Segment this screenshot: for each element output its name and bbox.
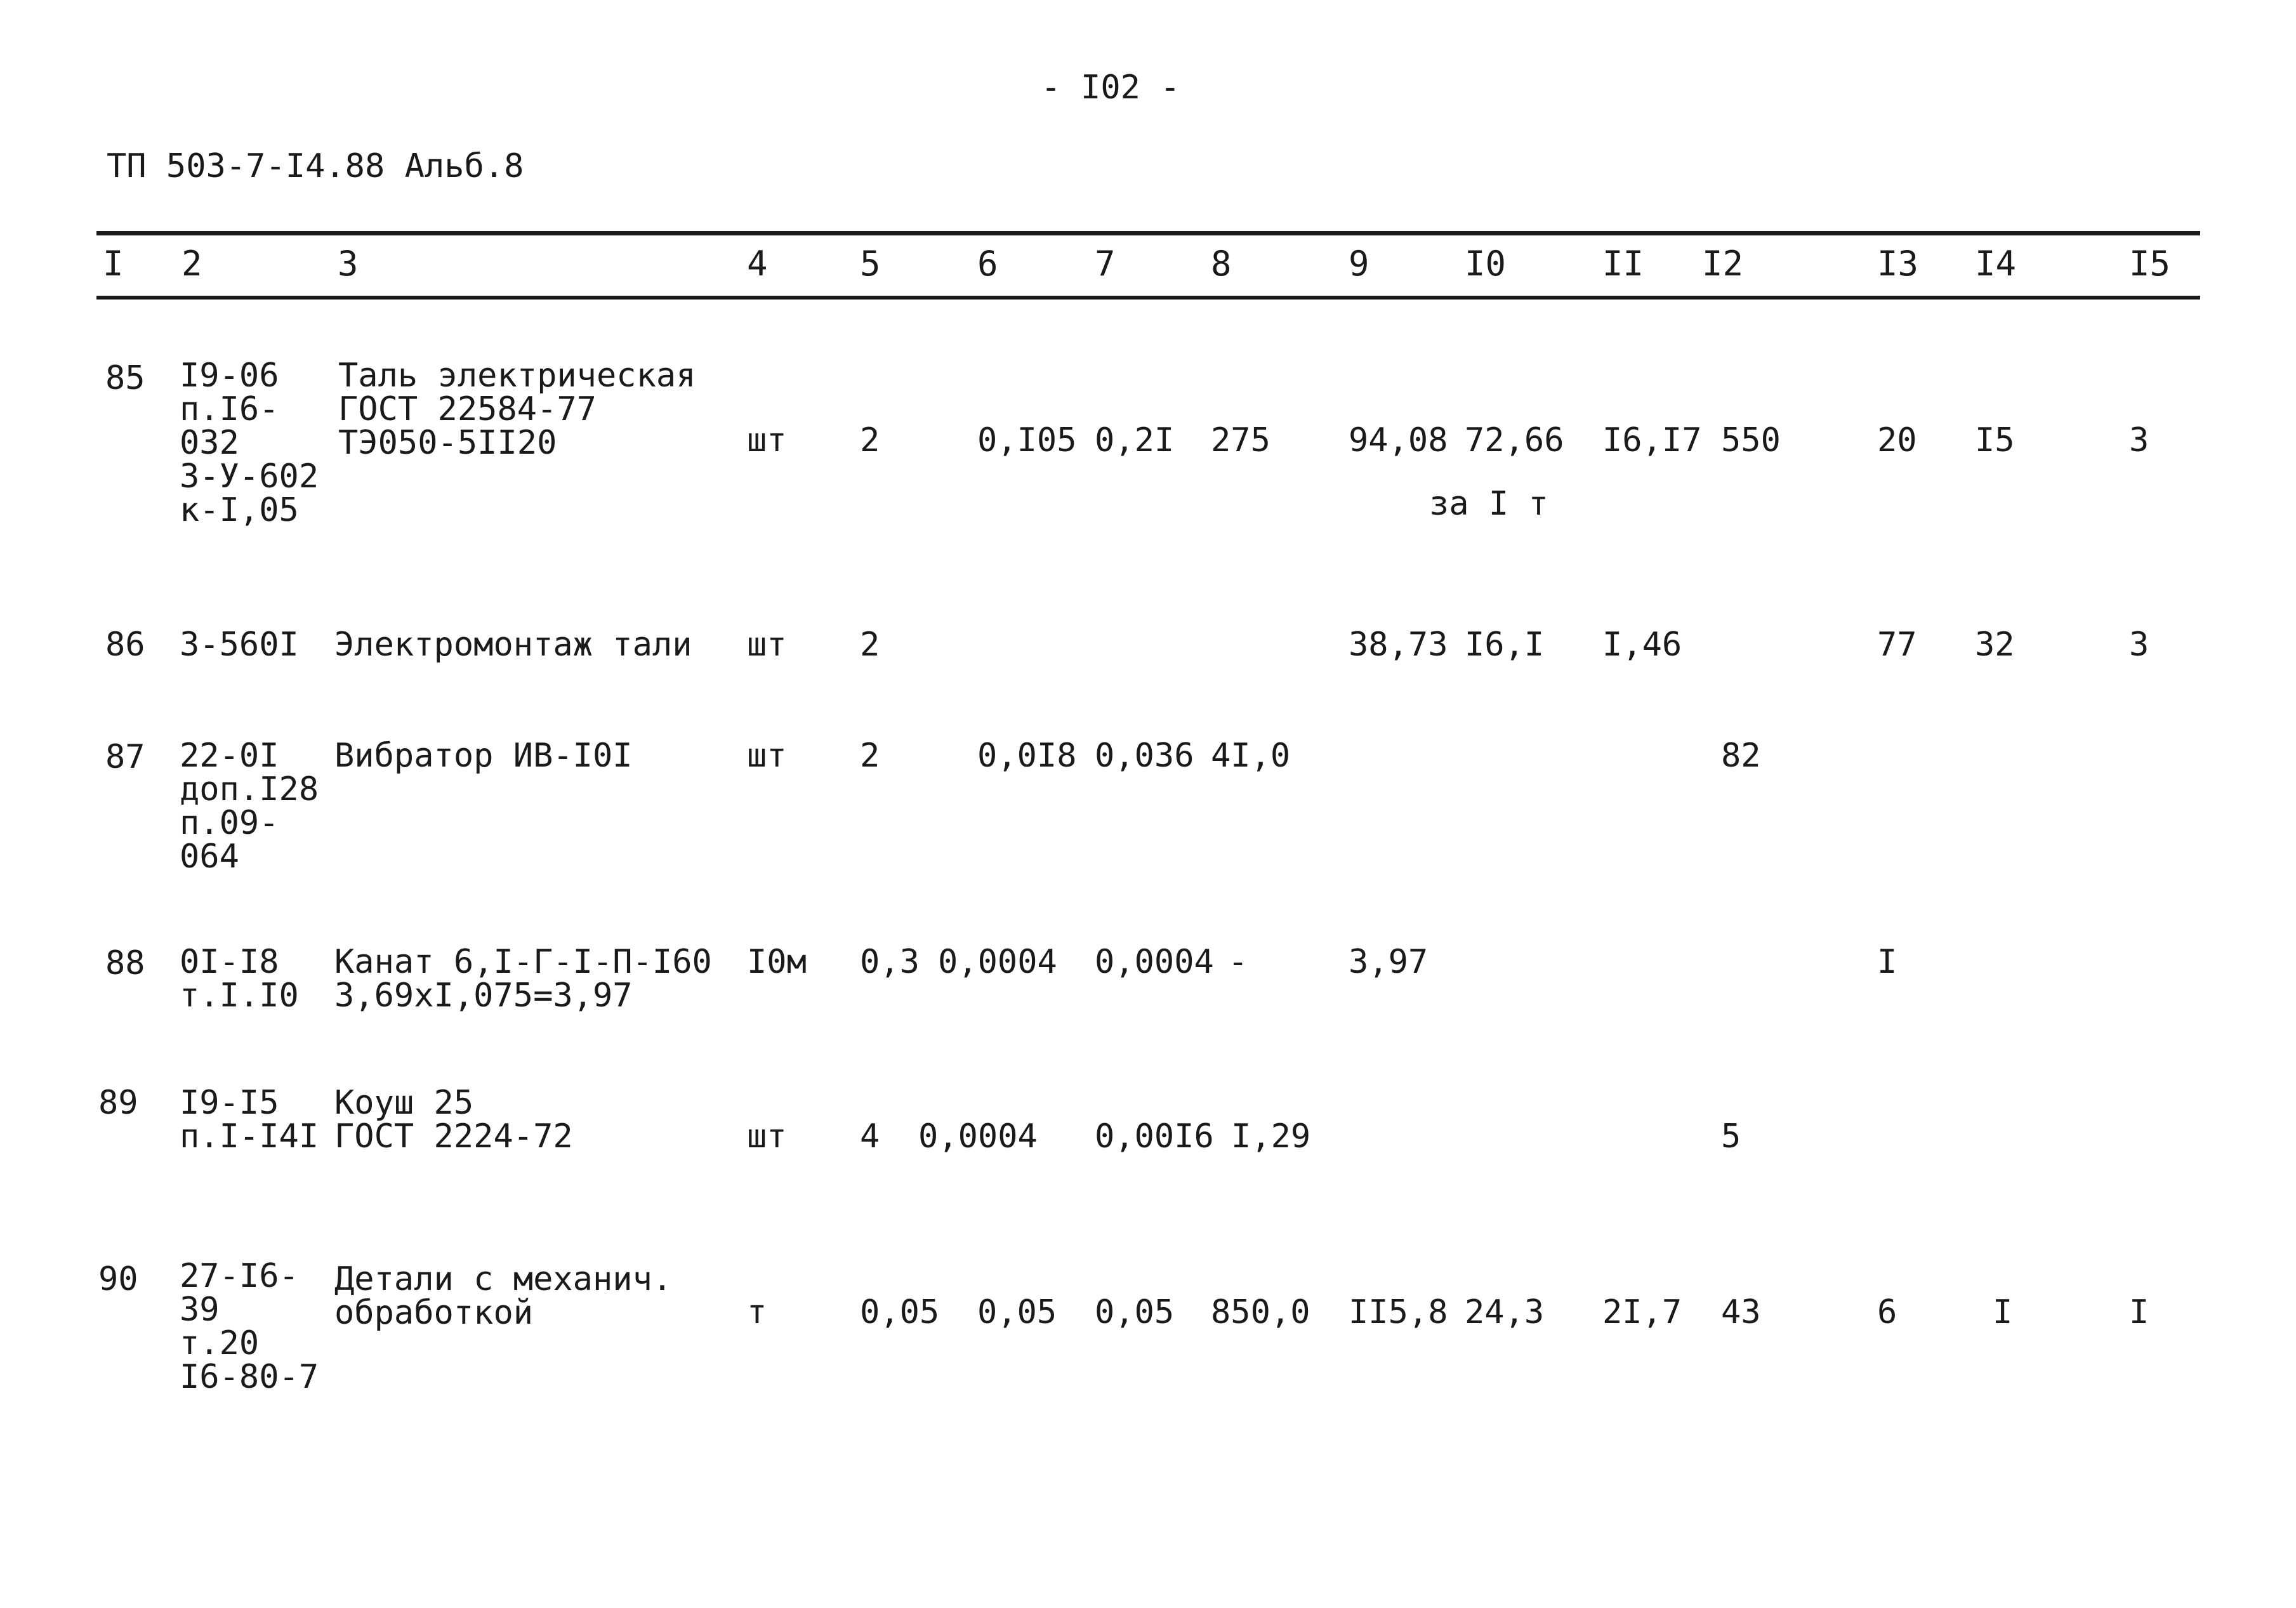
- col5-value: 2: [860, 626, 880, 664]
- col5-value: 2: [860, 421, 880, 459]
- unit: шт: [747, 421, 787, 459]
- unit: шт: [747, 626, 787, 664]
- col9-value: 94,08: [1349, 421, 1448, 459]
- unit-note: за I т: [1429, 485, 1548, 523]
- col8-value: I,29: [1231, 1117, 1311, 1156]
- column-header-6: 6: [977, 244, 998, 284]
- row-number: 87: [105, 738, 145, 776]
- column-header-3: 3: [338, 244, 359, 284]
- col5-value: 4: [860, 1117, 880, 1156]
- item-name: Таль электрическая ГОСТ 22584-77 ТЭ050-5II20: [338, 357, 696, 463]
- row-number: 85: [105, 359, 145, 397]
- col8-value: -: [1228, 943, 1248, 981]
- column-header-7: 7: [1095, 244, 1116, 284]
- col13-value: 6: [1877, 1293, 1897, 1331]
- col6-value: 0,I05: [977, 421, 1077, 459]
- item-name: Детали с механич. обработкой: [334, 1260, 673, 1333]
- col11-value: I,46: [1602, 626, 1682, 664]
- column-header-4: 4: [747, 244, 768, 284]
- column-header-12: I2: [1702, 244, 1744, 284]
- col10-value: 72,66: [1465, 421, 1564, 459]
- item-name: Вибратор ИВ-I0I: [334, 737, 633, 775]
- col11-value: 2I,7: [1602, 1293, 1682, 1331]
- col13-value: I: [1877, 943, 1897, 981]
- column-header-11: II: [1602, 244, 1644, 284]
- col15-value: I: [2129, 1293, 2149, 1331]
- col14-value: 32: [1975, 626, 2015, 664]
- col15-value: 3: [2129, 421, 2149, 459]
- col5-value: 2: [860, 737, 880, 775]
- col14-value: I: [1993, 1293, 2013, 1331]
- col12-value: 43: [1721, 1293, 1761, 1331]
- column-header-9: 9: [1349, 244, 1369, 284]
- norm-code: 22-0I доп.I28 п.09- 064: [180, 737, 319, 876]
- column-header-10: I0: [1465, 244, 1507, 284]
- table-top-rule: [96, 231, 2200, 235]
- unit: шт: [747, 1117, 787, 1156]
- col5-value: 0,05: [860, 1293, 940, 1331]
- unit: т: [747, 1293, 767, 1331]
- col7-value: 0,05: [1095, 1293, 1175, 1331]
- col12-value: 82: [1721, 737, 1761, 775]
- table-header-rule: [96, 296, 2200, 300]
- column-header-14: I4: [1975, 244, 2017, 284]
- col8-value: 4I,0: [1211, 737, 1291, 775]
- column-header-1: I: [103, 244, 124, 284]
- row-number: 89: [98, 1084, 138, 1122]
- col7-value: 0,2I: [1095, 421, 1175, 459]
- column-header-13: I3: [1877, 244, 1919, 284]
- col12-value: 550: [1721, 421, 1781, 459]
- col6-value: 0,0004: [938, 943, 1057, 981]
- item-name: Коуш 25 ГОСТ 2224-72: [334, 1084, 573, 1156]
- col14-value: I5: [1975, 421, 2015, 459]
- item-name: Канат 6,I-Г-I-П-I60 3,69хI,075=3,97: [334, 943, 712, 1015]
- row-number: 86: [105, 626, 145, 664]
- col6-value: 0,05: [977, 1293, 1057, 1331]
- row-number: 88: [105, 944, 145, 982]
- column-header-2: 2: [181, 244, 202, 284]
- col5-value: 0,3: [860, 943, 920, 981]
- col7-value: 0,036: [1095, 737, 1194, 775]
- unit: I0м: [747, 943, 807, 981]
- col10-value: 24,3: [1465, 1293, 1545, 1331]
- col10-value: I6,I: [1465, 626, 1545, 664]
- column-header-15: I5: [2129, 244, 2171, 284]
- item-name: Электромонтаж тали: [334, 626, 692, 664]
- document-code: ТП 503-7-I4.88 Альб.8: [107, 147, 524, 185]
- norm-code: 3-560I: [180, 626, 299, 664]
- col12-value: 5: [1721, 1117, 1741, 1156]
- col9-value: II5,8: [1349, 1293, 1448, 1331]
- col13-value: 77: [1877, 626, 1917, 664]
- norm-code: 0I-I8 т.I.I0: [180, 943, 299, 1015]
- norm-code: 27-I6- 39 т.20 I6-80-7: [180, 1257, 319, 1397]
- page-number: - I02 -: [1041, 69, 1180, 107]
- col6-value: 0,0004: [918, 1117, 1038, 1156]
- col11-value: I6,I7: [1602, 421, 1702, 459]
- column-header-8: 8: [1211, 244, 1232, 284]
- col7-value: 0,0004: [1095, 943, 1214, 981]
- column-header-5: 5: [860, 244, 881, 284]
- col15-value: 3: [2129, 626, 2149, 664]
- col8-value: 275: [1211, 421, 1270, 459]
- norm-code: I9-06 п.I6- 032 3-У-602 к-I,05: [180, 357, 319, 530]
- col9-value: 38,73: [1349, 626, 1448, 664]
- norm-code: I9-I5 п.I-I4I: [180, 1084, 319, 1156]
- row-number: 90: [98, 1260, 138, 1298]
- col8-value: 850,0: [1211, 1293, 1310, 1331]
- col7-value: 0,00I6: [1095, 1117, 1214, 1156]
- col9-value: 3,97: [1349, 943, 1428, 981]
- col6-value: 0,0I8: [977, 737, 1077, 775]
- unit: шт: [747, 737, 787, 775]
- col13-value: 20: [1877, 421, 1917, 459]
